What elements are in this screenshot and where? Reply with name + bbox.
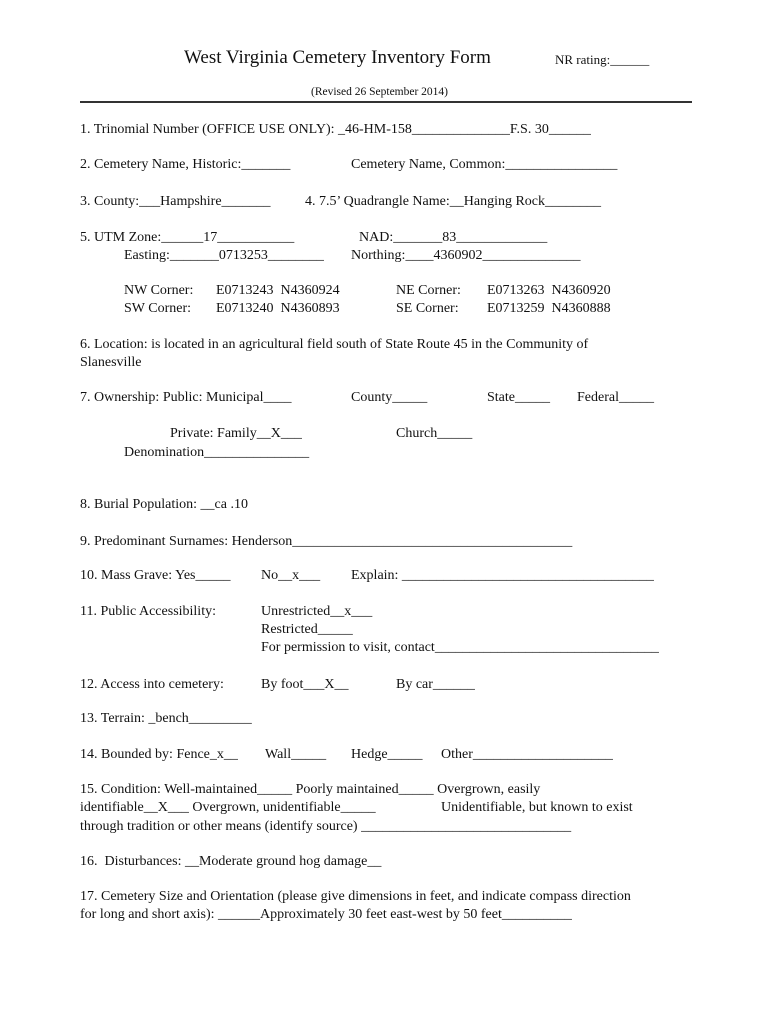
sw-corner-label: SW Corner: <box>124 301 192 316</box>
q6-location-line2: Slanesville <box>80 355 142 370</box>
q15-condition-line2a: identifiable__X___ Overgrown, unidentifiable_____ <box>80 800 376 815</box>
sw-corner-value: E0713240 N4360893 <box>216 301 340 316</box>
q7-denomination: Denomination_______________ <box>124 445 310 460</box>
nw-corner-value: E0713243 N4360924 <box>216 283 340 298</box>
q7-ownership-family: Private: Family__X___ <box>170 426 302 441</box>
revised-date: (Revised 26 September 2014) <box>311 86 449 98</box>
q10-explain: Explain: ____________________________________ <box>351 568 654 583</box>
q4-quadrangle-name: 4. 7.5’ Quadrangle Name:__Hanging Rock________ <box>305 194 602 209</box>
ne-corner-value: E0713263 N4360920 <box>487 283 611 298</box>
q12-by-foot: By foot___X__ <box>261 677 349 692</box>
q17-size-line2: for long and short axis): ______Approximately 30 feet east-west by 50 feet__________ <box>80 907 572 922</box>
q15-condition-line1: 15. Condition: Well-maintained_____ Poorly maintained_____ Overgrown, easily <box>80 782 541 797</box>
q15-condition-line3: through tradition or other means (identify source) ______________________________ <box>80 819 572 834</box>
q14-bounded-wall: Wall_____ <box>265 747 327 762</box>
q16-disturbances: 16. Disturbances: __Moderate ground hog damage__ <box>80 854 382 869</box>
q17-size-line1: 17. Cemetery Size and Orientation (please give dimensions in feet, and indicate compass direction <box>80 889 631 904</box>
q14-bounded-hedge: Hedge_____ <box>351 747 423 762</box>
nr-rating-label: NR rating: <box>555 52 611 67</box>
q6-location-line1: 6. Location: is located in an agricultural field south of State Route 45 in the Community of <box>80 337 589 352</box>
q5-nad: NAD:_______83_____________ <box>359 230 548 245</box>
q13-terrain: 13. Terrain: _bench_________ <box>80 711 252 726</box>
q12-access-label: 12. Access into cemetery: <box>80 677 224 692</box>
q5-northing: Northing:____4360902______________ <box>351 248 581 263</box>
q11-restricted: Restricted_____ <box>261 622 353 637</box>
q7-ownership-church: Church_____ <box>396 426 473 441</box>
ne-corner-label: NE Corner: <box>396 283 461 298</box>
q11-public-accessibility-label: 11. Public Accessibility: <box>80 604 216 619</box>
se-corner-value: E0713259 N4360888 <box>487 301 611 316</box>
q7-ownership-municipal: 7. Ownership: Public: Municipal____ <box>80 390 292 405</box>
q11-permission-contact: For permission to visit, contact________________________________ <box>261 640 659 655</box>
form-title: West Virginia Cemetery Inventory Form <box>184 47 491 68</box>
q7-ownership-state: State_____ <box>487 390 550 405</box>
q2-name-common: Cemetery Name, Common:________________ <box>351 157 618 172</box>
q10-mass-grave-yes: 10. Mass Grave: Yes_____ <box>80 568 231 583</box>
q7-ownership-county: County_____ <box>351 390 428 405</box>
nr-rating <box>555 53 649 66</box>
q7-ownership-federal: Federal_____ <box>577 390 654 405</box>
q1-trinomial-number: 1. Trinomial Number (OFFICE USE ONLY): _46-HM-158______________F.S. 30______ <box>80 122 591 137</box>
nw-corner-label: NW Corner: <box>124 283 194 298</box>
q2-name-historic: 2. Cemetery Name, Historic:_______ <box>80 157 291 172</box>
q14-bounded-other: Other____________________ <box>441 747 613 762</box>
q5-easting: Easting:_______0713253________ <box>124 248 324 263</box>
q15-condition-line2b: Unidentifiable, but known to exist <box>441 800 633 815</box>
q5-utm-zone: 5. UTM Zone:______17___________ <box>80 230 295 245</box>
q14-bounded-fence: 14. Bounded by: Fence_x__ <box>80 747 238 762</box>
header-rule <box>80 101 692 103</box>
q11-unrestricted: Unrestricted__x___ <box>261 604 373 619</box>
q10-mass-grave-no: No__x___ <box>261 568 321 583</box>
q9-predominant-surnames: 9. Predominant Surnames: Henderson________________________________________ <box>80 534 573 549</box>
nr-rating-value: ______ <box>610 52 650 67</box>
q12-by-car: By car______ <box>396 677 475 692</box>
q8-burial-population: 8. Burial Population: __ca .10 <box>80 497 248 512</box>
q3-county: 3. County:___Hampshire_______ <box>80 194 271 209</box>
se-corner-label: SE Corner: <box>396 301 459 316</box>
